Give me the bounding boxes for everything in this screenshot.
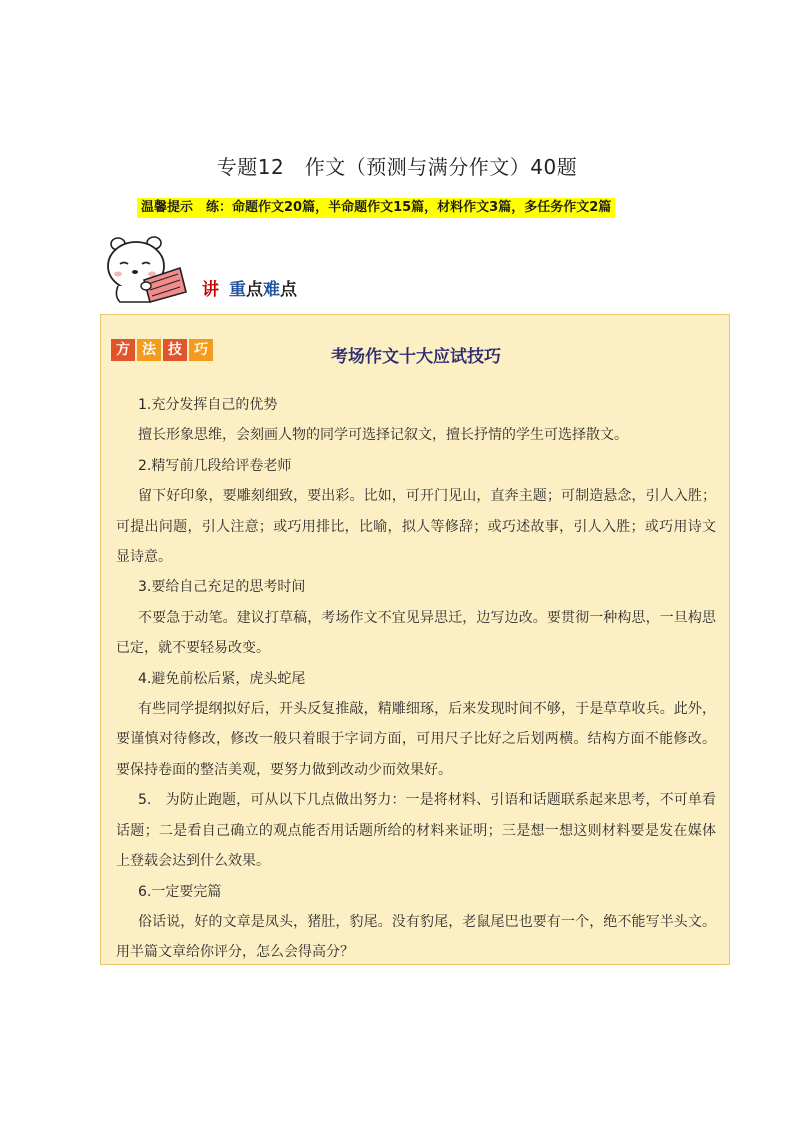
- heading-char: 点: [280, 280, 297, 300]
- badge-char: 法: [137, 339, 161, 361]
- tip-banner: 温馨提示 练：命题作文20篇，半命题作文15篇，材料作文3篇，多任务作文2篇: [137, 198, 615, 218]
- heading-char: 点: [246, 280, 263, 300]
- badge-char: 技: [163, 339, 187, 361]
- tip-heading: 1.充分发挥自己的优势: [138, 397, 278, 413]
- badge-char: 方: [111, 339, 135, 361]
- section-heading: [202, 275, 297, 300]
- tips-content: [116, 390, 716, 968]
- tip-paragraph: 擅长形象思维，会刻画人物的同学可选择记叙文，擅长抒情的学生可选择散文。: [138, 427, 628, 444]
- badge-char: 巧: [189, 339, 213, 361]
- tip-paragraph: 有些同学提纲拟好后，开头反复推敲，精雕细琢，后来发现时间不够，于是草草收兵。此外，要谨慎对待修改，修改一般只着眼于字词方面，可用尺子比好之后划两横。结构方面不能修改。要保持卷面的整洁美观，要努力做到改动少而效果好。: [116, 701, 716, 778]
- reading-bear-mascot-icon: [104, 234, 190, 304]
- page-title: 专题12 作文（预测与满分作文）40题: [216, 155, 578, 179]
- tip-heading: 6.一定要完篇: [138, 883, 222, 900]
- tip-paragraph: 5. 为防止跑题，可从以下几点做出努力：一是将材料、引语和话题联系起来思考，不可单看话题；二是看自己确立的观点能否用话题所给的材料来证明；三是想一想这则材料要是发在媒体上登载会达到什么效果。: [116, 792, 716, 870]
- tip-paragraph: 留下好印象，要雕刻细致，要出彩。比如，可开门见山，直奔主题；可制造悬念，引人入胜；可提出问题，引人注意；或巧用排比，比喻，拟人等修辞；或巧述故事，引人入胜；或巧用诗文显诗意。: [116, 488, 716, 566]
- tip-heading: 4.避免前松后紧，虎头蛇尾: [138, 670, 306, 687]
- tips-box: [100, 314, 730, 965]
- tip-heading: 2.精写前几段给评卷老师: [138, 457, 292, 474]
- heading-char: 难: [263, 280, 280, 300]
- tip-paragraph: 俗话说，好的文章是凤头，猪肚，豹尾。没有豹尾，老鼠尾巴也要有一个，绝不能写半头文。用半篇文章给你评分，怎么会得高分？: [116, 913, 716, 961]
- tip-paragraph: 不要急于动笔。建议打草稿，考场作文不宜见异思迁，边写边改。要贯彻一种构思，一旦构思已定，就不要轻易改变。: [116, 609, 716, 657]
- heading-char: 重: [229, 280, 246, 300]
- heading-char: 讲: [202, 280, 219, 300]
- tips-box-title: 考场作文十大应试技巧: [331, 347, 501, 367]
- tip-heading: 3.要给自己充足的思考时间: [138, 579, 306, 596]
